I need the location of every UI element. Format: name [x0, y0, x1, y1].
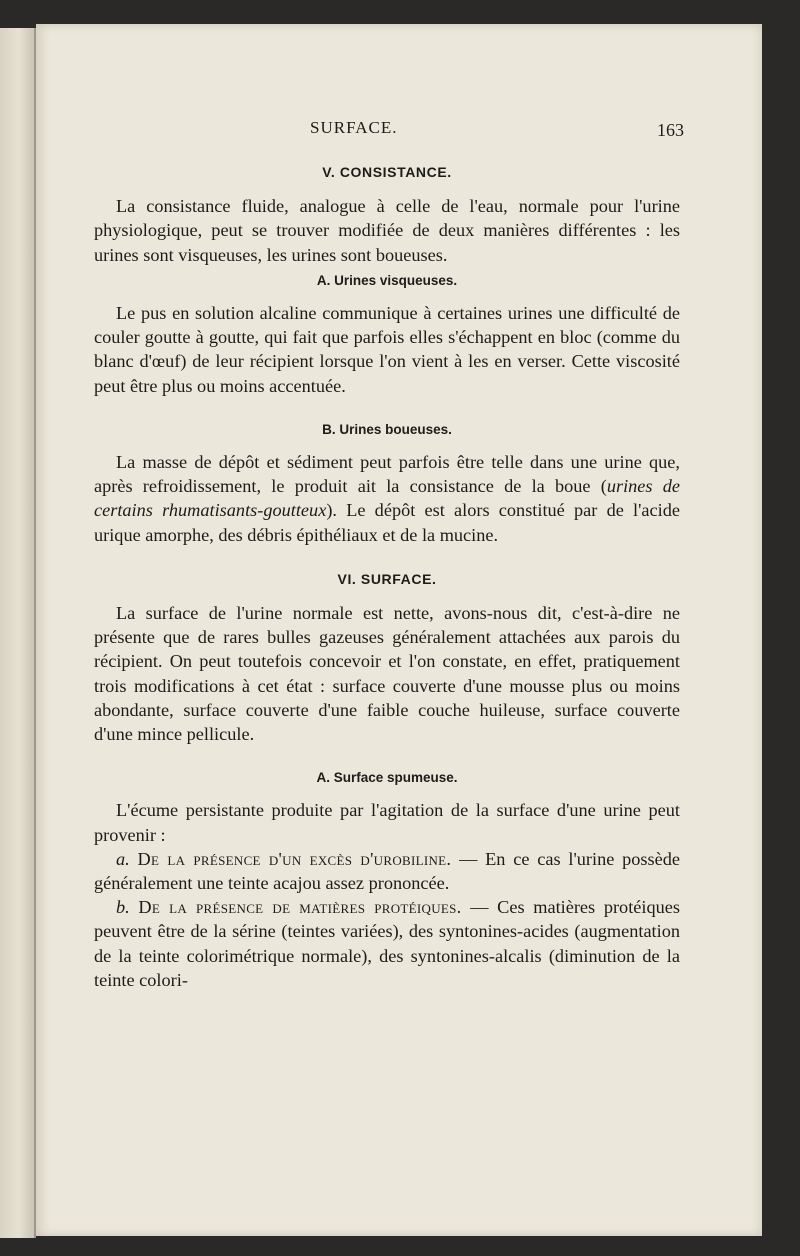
surface-spumeuse-heading: A. Surface spumeuse.: [316, 770, 458, 786]
page-text-block: [94, 116, 684, 992]
sub-a-heading: A. Urines visqueuses.: [316, 272, 458, 288]
book-page: [36, 24, 762, 1236]
item-a-text: — En ce cas l'urine possède généralement une teinte acajou assez prononcée.: [94, 848, 680, 894]
section-vi-heading: VI. SURFACE.: [337, 570, 437, 587]
section-v-heading: V. CONSISTANCE.: [322, 164, 452, 180]
previous-page-edge: [0, 28, 36, 1238]
running-title: SURFACE.: [310, 118, 398, 137]
sub-b-text-start: La masse de dépôt et sédiment peut parfois être telle dans une urine que, après refroidissement, le produit ait la consistance de la boue (: [94, 452, 680, 497]
sub-b-text-end: ). Le dépôt est alors constitué par de l'acide urique amorphe, des débris épithéliaux et de la mucine.: [94, 500, 680, 545]
sub-b-paragraph: [94, 450, 680, 547]
item-a-marker: a.: [116, 848, 130, 869]
list-item-a: [94, 847, 680, 895]
sub-a-paragraph: Le pus en solution alcaline communique à certaines urines une difficulté de couler goutte à goutte, qui fait que parfois elles s'échappent en bloc (comme du blanc d'œuf) de leur récipient lorsque l'on vient à les en verser. Cette viscosité peut être plus ou moins accentuée.: [94, 303, 680, 396]
section-vi-intro: La surface de l'urine normale est nette, avons-nous dit, c'est-à-dire ne présente que de rares bulles gazeuses généralement attachées aux parois du récipient. On peut toutefois concevoir et l'on constate, en effet, pratiquement trois modifications à cet état : surface couverte d'une mousse plus ou moins abondante, surface couverte d'une faible couche huileuse, surface couverte d'une mince pellicule.: [94, 603, 680, 745]
running-header: [94, 116, 684, 146]
item-b-text: — Ces matières protéiques peuvent être de la sérine (teintes variées), des syntonines-acides (augmentation de la teinte colorimétrique normale), des syntonines-alcalis (diminution de la teinte colori-: [94, 897, 680, 990]
item-b-caption: De la présence de matières protéiques.: [138, 897, 462, 918]
sub-b-italic: urines de certains rhumatisants-goutteux: [94, 476, 680, 521]
list-item-b: [94, 895, 680, 992]
surface-spumeuse-paragraph: L'écume persistante produite par l'agitation de la surface d'une urine peut provenir :: [94, 800, 680, 845]
page-number: 163: [657, 120, 684, 140]
item-b-marker: b.: [116, 897, 130, 918]
sub-b-heading: B. Urines boueuses.: [322, 421, 452, 437]
item-a-caption: De la présence d'un excès d'urobiline.: [137, 848, 452, 869]
section-v-intro: La consistance fluide, analogue à celle de l'eau, normale pour l'urine physiologique, peut se trouver modifiée de deux manières différentes : les urines sont visqueuses, les urines sont boueuses.: [94, 196, 680, 265]
